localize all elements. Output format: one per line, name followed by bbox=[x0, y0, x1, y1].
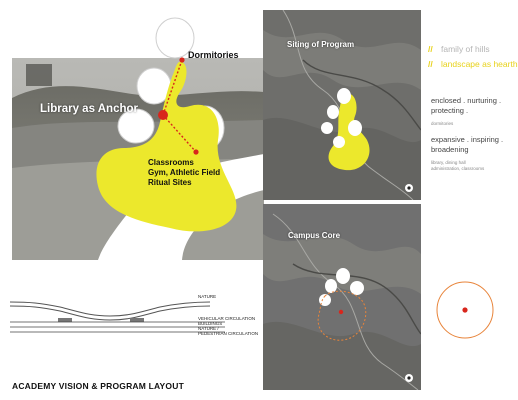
campus-core-dot bbox=[339, 310, 343, 314]
core-hill-circle bbox=[325, 279, 337, 293]
library-anchor-dot bbox=[158, 110, 168, 120]
gym-label: Gym, Athletic Field bbox=[148, 168, 221, 177]
campus-core-map bbox=[263, 204, 421, 390]
section-label-nature-ped: NATURE / bbox=[198, 326, 219, 331]
library-label: Library as Anchor bbox=[40, 103, 138, 115]
section-label-buildings: BUILDINGS bbox=[198, 321, 223, 326]
campus-core-map-art bbox=[263, 204, 421, 390]
legend-family-slashes: // bbox=[428, 44, 433, 54]
dormitories-dot bbox=[179, 57, 184, 62]
legend-dormitories-small: dormitories bbox=[431, 121, 454, 126]
classrooms-label: Classrooms bbox=[148, 158, 194, 167]
siting-hill-circle bbox=[337, 88, 351, 104]
ritual-sites-label: Ritual Sites bbox=[148, 178, 192, 187]
siting-map bbox=[263, 10, 421, 200]
siting-hill-circle bbox=[333, 136, 345, 148]
legend-library-small2: administration, classrooms bbox=[431, 166, 485, 171]
legend-broadening: broadening bbox=[431, 145, 469, 154]
siting-map-title: Siting of Program bbox=[287, 40, 355, 49]
program-diagram bbox=[0, 0, 270, 270]
campus-core-map-title: Campus Core bbox=[288, 231, 341, 240]
legend-protecting: protecting . bbox=[431, 106, 469, 115]
section-label-nature: NATURE bbox=[198, 294, 217, 299]
siting-hill-circle bbox=[327, 105, 339, 119]
legend-library-small1: library, dining hall bbox=[431, 160, 466, 165]
core-hill-circle bbox=[336, 268, 350, 284]
siting-map-art bbox=[263, 10, 421, 200]
classrooms-dot bbox=[193, 149, 198, 154]
legend-family-label: family of hills bbox=[441, 44, 490, 54]
legend-enclosed: enclosed . nurturing . bbox=[431, 96, 502, 105]
dormitories-label: Dormitories bbox=[188, 50, 239, 60]
campus-core-legend-circle bbox=[433, 278, 497, 342]
section-diagram bbox=[10, 292, 225, 338]
legend-hearth-label: landscape as hearth bbox=[441, 59, 518, 69]
siting-hill-circle bbox=[348, 120, 362, 136]
section-label-pedestrian: PEDESTRIAN CIRCULATION bbox=[198, 331, 259, 336]
siting-hill-circle bbox=[321, 122, 333, 134]
section-label-vehicular: VEHICULAR CIRCULATION bbox=[198, 316, 256, 321]
legend-expansive: expansive . inspiring . bbox=[431, 135, 504, 144]
core-hill-circle bbox=[350, 281, 364, 295]
page-title: ACADEMY VISION & PROGRAM LAYOUT bbox=[12, 381, 184, 391]
legend-hearth-slashes: // bbox=[428, 59, 433, 69]
